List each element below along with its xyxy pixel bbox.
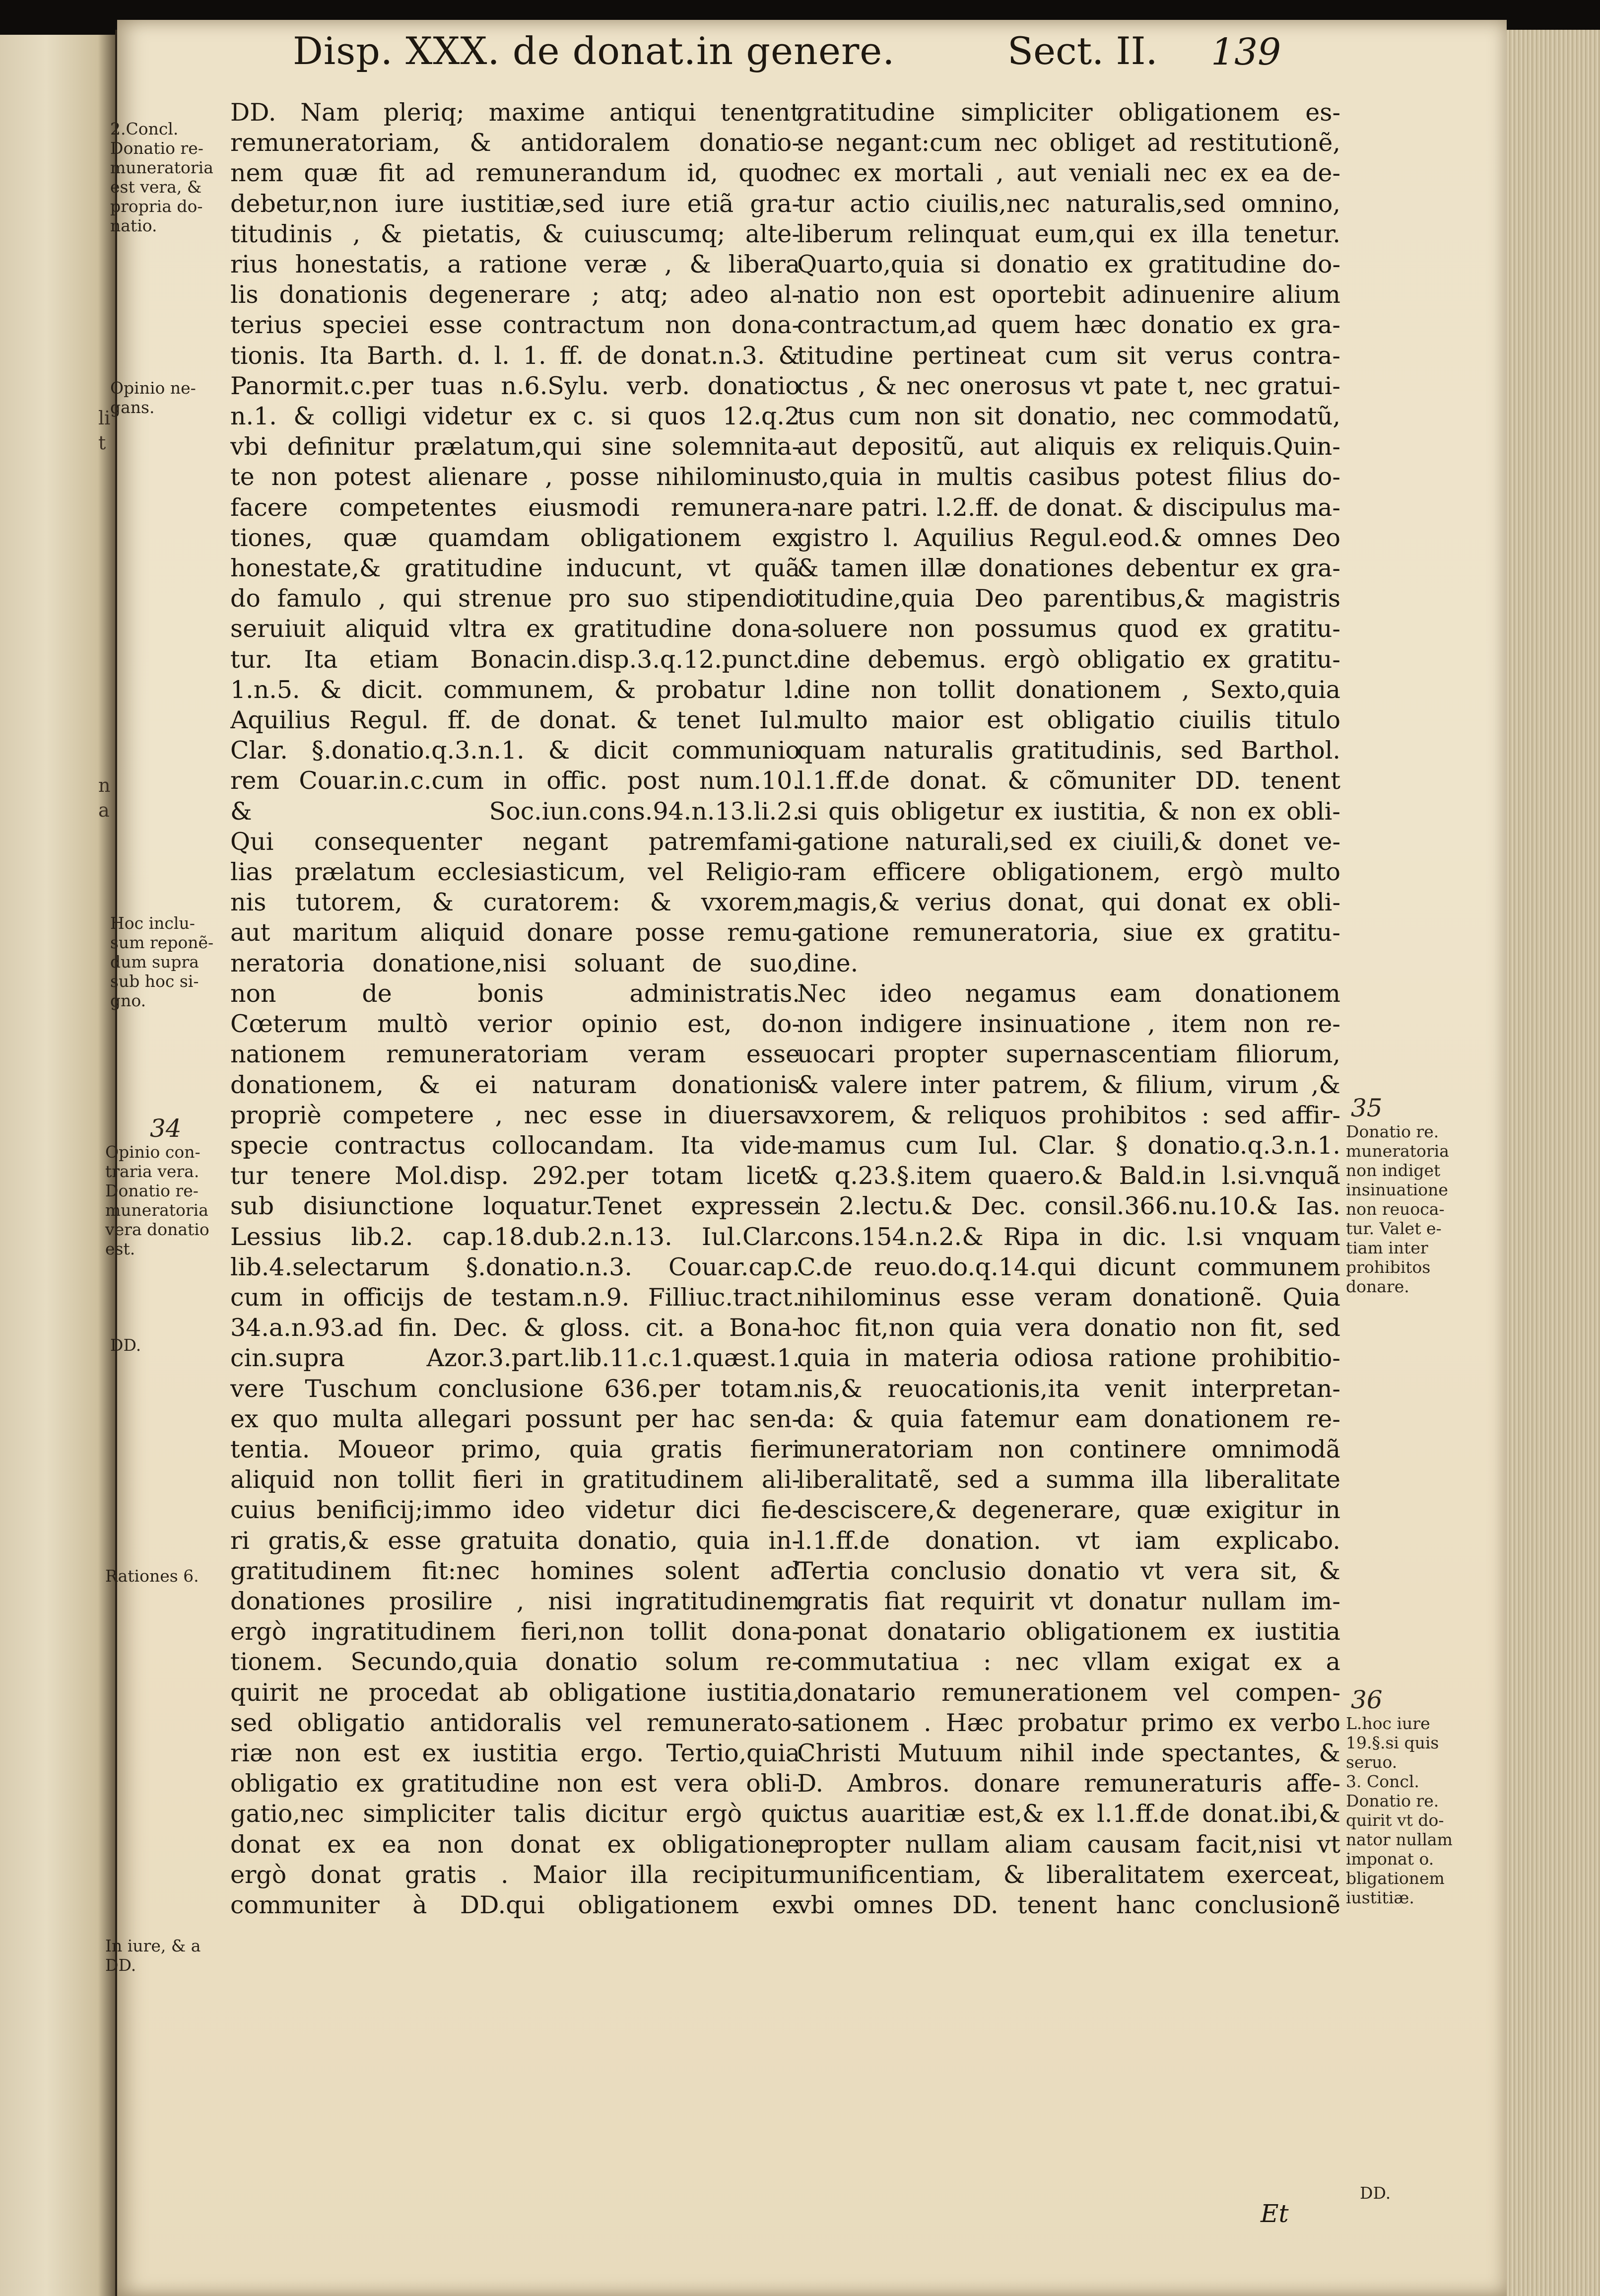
margin-line: vera donatio bbox=[105, 1220, 209, 1239]
margin-note-dd bbox=[110, 1335, 141, 1355]
text-line: gratitudinem fit:nec homines solent ad bbox=[230, 1556, 800, 1585]
text-line: tentia. Moueor primo, quia gratis fieri bbox=[230, 1435, 800, 1463]
text-line: vbi definitur prælatum,qui sine solemnita- bbox=[230, 432, 800, 461]
margin-line: bligationem bbox=[1346, 1869, 1445, 1888]
text-line: specie contractus collocandam. Ita vide- bbox=[230, 1131, 800, 1160]
margin-line: DD. bbox=[105, 1955, 136, 1975]
text-line: obligatio ex gratitudine non est vera obli- bbox=[230, 1769, 800, 1798]
text-line: Panormit.c.per tuas n.6.Sylu. verb. donatio bbox=[230, 371, 800, 400]
margin-line: Donatio re. bbox=[1346, 1122, 1439, 1141]
margin-line: traria vera. bbox=[105, 1162, 200, 1181]
text-line: riæ non est ex iustitia ergo. Tertio,quia bbox=[230, 1739, 800, 1767]
text-line: lis donationis degenerare ; atq; adeo al- bbox=[230, 280, 800, 309]
margin-line: DD. bbox=[110, 1335, 141, 1355]
text-line: ex quo multa allegari possunt per hac sen- bbox=[230, 1404, 800, 1433]
text-line: vbi omnes DD. tenent hanc conclusionẽ bbox=[797, 1890, 1340, 1919]
text-line: nec ex mortali , aut veniali nec ex ea de- bbox=[797, 159, 1340, 188]
text-line: gatione naturali,sed ex ciuili,& donet ve- bbox=[797, 827, 1340, 856]
text-line: ergò donat gratis . Maior illa recipitur bbox=[230, 1860, 800, 1889]
text-line: Qui consequenter negant patremfami- bbox=[230, 827, 800, 856]
text-line: nis tutorem, & curatorem: & vxorem, bbox=[230, 888, 800, 917]
text-line: in 2.lectu.& Dec. consil.366.nu.10.& Ias. bbox=[797, 1192, 1340, 1221]
catchword: Et bbox=[1261, 2199, 1289, 2228]
text-line: tur. Ita etiam Bonacin.disp.3.q.12.punct. bbox=[230, 645, 800, 674]
margin-line: iustitiæ. bbox=[1346, 1888, 1414, 1907]
text-line: donatario remunerationem vel compen- bbox=[797, 1678, 1340, 1707]
text-line: vere Tuschum conclusione 636.per totam. bbox=[230, 1374, 800, 1403]
text-line: Aquilius Regul. ff. de donat. & tenet Iul. bbox=[230, 706, 800, 735]
text-line: quirit ne procedat ab obligatione iustitia, bbox=[230, 1678, 800, 1707]
margin-line: muneratoria bbox=[105, 1200, 208, 1220]
text-line: nihilominus esse veram donationẽ. Quia bbox=[797, 1283, 1340, 1312]
margin-note-dd-right bbox=[1360, 2183, 1391, 2203]
text-line: tur tenere Mol.disp. 292.per totam licet bbox=[230, 1162, 800, 1190]
text-line: gistro l. Aquilius Regul.eod.& omnes Deo bbox=[797, 523, 1340, 552]
margin-note-in-iure bbox=[105, 1936, 200, 1975]
text-line: gatione remuneratoria, siue ex gratitu- bbox=[797, 918, 1340, 947]
margin-note-opinio-contraria bbox=[105, 1114, 209, 1258]
left-page-fragment: a bbox=[98, 799, 110, 821]
text-line: & q.23.§.item quaero.& Bald.in l.si.vnquã bbox=[797, 1162, 1340, 1190]
text-line: multo maior est obligatio ciuilis titulo bbox=[797, 706, 1340, 735]
text-line: tus cum non sit donatio, nec commodatũ, bbox=[797, 402, 1340, 431]
margin-line: 3. Concl. bbox=[1346, 1772, 1419, 1791]
text-line: Tertia conclusio donatio vt vera sit, & bbox=[797, 1556, 1340, 1585]
text-line: sed obligatio antidoralis vel remunerato- bbox=[230, 1708, 800, 1737]
text-line: gratitudine simpliciter obligationem es- bbox=[797, 98, 1340, 127]
text-line: vxorem, & reliquos prohibitos : sed affir- bbox=[797, 1101, 1340, 1129]
text-line: se negant:cum nec obliget ad restitutionẽ, bbox=[797, 129, 1340, 157]
text-line: ctus auaritiæ est,& ex l.1.ff.de donat.ibi,& bbox=[797, 1800, 1340, 1828]
text-line: dine. bbox=[797, 949, 859, 977]
margin-line: seruo. bbox=[1346, 1752, 1398, 1772]
text-line: & valere inter patrem, & filium, virum ,& bbox=[797, 1070, 1340, 1099]
margin-note-number: 36 bbox=[1351, 1685, 1383, 1714]
text-line: uocari propter supernascentiam filiorum, bbox=[797, 1040, 1340, 1069]
margin-line: Donatio re- bbox=[105, 1181, 199, 1200]
text-line: ram efficere obligationem, ergò multo bbox=[797, 858, 1340, 887]
text-line: soluere non possumus quod ex gratitu- bbox=[797, 615, 1340, 643]
margin-line: Hoc inclu- bbox=[110, 913, 195, 933]
text-line: aliquid non tollit fieri in gratitudinem ali- bbox=[230, 1465, 800, 1494]
text-line: cum in officijs de testam.n.9. Filliuc.tract. bbox=[230, 1283, 800, 1312]
margin-line: tur. Valet e- bbox=[1346, 1219, 1442, 1238]
margin-line: non indiget bbox=[1346, 1161, 1441, 1180]
text-line: & tamen illæ donationes debentur ex gra- bbox=[797, 554, 1340, 583]
margin-line: In iure, & a bbox=[105, 1936, 201, 1955]
text-line: commutatiua : nec vllam exigat ex a bbox=[797, 1648, 1340, 1676]
margin-line: sum reponẽ- bbox=[110, 933, 214, 952]
margin-line: 2.Concl. bbox=[110, 119, 179, 139]
text-line: gratis fiat requirit vt donatur nullam im- bbox=[797, 1587, 1340, 1615]
margin-line: Opinio ne- bbox=[110, 378, 196, 398]
right-text-column bbox=[797, 97, 1340, 1920]
text-line: Nec ideo negamus eam donationem bbox=[797, 979, 1340, 1008]
running-header bbox=[174, 29, 1444, 93]
text-line: debetur,non iure iustitiæ,sed iure etiã gra- bbox=[230, 189, 800, 218]
text-line: quam naturalis gratitudinis, sed Barthol. bbox=[797, 736, 1340, 765]
text-line: ctus , & nec onerosus vt pate t, nec gratui- bbox=[797, 371, 1340, 400]
text-line: Cœterum multò verior opinio est, do- bbox=[230, 1010, 800, 1039]
text-line: 34.a.n.93.ad fin. Dec. & gloss. cit. a Bona- bbox=[230, 1314, 800, 1342]
text-line: muneratoriam non continere omnimodã bbox=[797, 1435, 1340, 1463]
margin-line: est vera, & bbox=[110, 177, 202, 197]
margin-line: L.hoc iure bbox=[1346, 1714, 1430, 1733]
margin-line: Donatio re- bbox=[110, 139, 203, 158]
left-page-fragment: li bbox=[98, 407, 111, 429]
left-page-fragment: t bbox=[98, 432, 106, 454]
text-line: remuneratoriam, & antidoralem donatio- bbox=[230, 129, 800, 157]
margin-line: Donatio re. bbox=[1346, 1791, 1439, 1810]
text-line: magis,& verius donat, qui donat ex obli- bbox=[797, 888, 1340, 917]
margin-line: propria do- bbox=[110, 197, 203, 216]
margin-line: gans. bbox=[110, 398, 155, 417]
text-line: nem quæ fit ad remunerandum id, quod bbox=[230, 159, 800, 188]
scan-background-top bbox=[0, 0, 1600, 20]
text-line: dine debemus. ergò obligatio ex gratitu- bbox=[797, 645, 1340, 674]
text-line: tiones, quæ quamdam obligationem ex bbox=[230, 523, 800, 552]
text-line: aut depositũ, aut aliquis ex reliquis.Quin- bbox=[797, 432, 1340, 461]
text-line: sub disiunctione loquatur.Tenet expresse bbox=[230, 1192, 800, 1221]
text-line: Quarto,quia si donatio ex gratitudine do- bbox=[797, 250, 1340, 279]
margin-line: quirit vt do- bbox=[1346, 1810, 1444, 1830]
text-line: rem Couar.in.c.cum in offic. post num.10. bbox=[230, 766, 800, 795]
margin-line: 19.§.si quis bbox=[1346, 1733, 1439, 1752]
text-line: te non potest alienare , posse nihilominus bbox=[230, 463, 800, 491]
text-line: non indigere insinuatione , item non re- bbox=[797, 1010, 1340, 1039]
margin-line: prohibitos bbox=[1346, 1257, 1431, 1277]
text-line: donationem, & ei naturam donationis bbox=[230, 1070, 800, 1099]
text-line: gatio,nec simpliciter talis dicitur ergò qui bbox=[230, 1800, 800, 1828]
text-line: propriè competere , nec esse in diuersa bbox=[230, 1101, 800, 1129]
margin-line: imponat o. bbox=[1346, 1849, 1434, 1869]
text-line: mamus cum Iul. Clar. § donatio.q.3.n.1. bbox=[797, 1131, 1340, 1160]
text-line: Clar. §.donatio.q.3.n.1. & dicit communio bbox=[230, 736, 800, 765]
text-line: tionem. Secundo,quia donatio solum re- bbox=[230, 1648, 800, 1676]
text-line: rius honestatis, a ratione veræ , & libera bbox=[230, 250, 800, 279]
text-line: communiter à DD.qui obligationem ex bbox=[230, 1890, 800, 1919]
left-page-fragment: n bbox=[98, 774, 111, 796]
text-line: desciscere,& degenerare, quæ exigitur in bbox=[797, 1496, 1340, 1525]
text-line: hoc fit,non quia vera donatio non fit, sed bbox=[797, 1314, 1340, 1342]
text-line: l.1.ff.de donation. vt iam explicabo. bbox=[797, 1526, 1340, 1555]
margin-note-concl-2 bbox=[110, 119, 213, 235]
text-line: donationes prosilire , nisi ingratitudinem bbox=[230, 1587, 800, 1615]
text-line: propter nullam aliam causam facit,nisi vt bbox=[797, 1830, 1340, 1859]
margin-line: non reuoca- bbox=[1346, 1199, 1445, 1219]
text-line: natio non est oportebit adinuenire alium bbox=[797, 280, 1340, 309]
text-line: neratoria donatione,nisi soluant de suo, bbox=[230, 949, 800, 977]
text-line: tur actio ciuilis,nec naturalis,sed omnino, bbox=[797, 189, 1340, 218]
text-line: liberum relinquat eum,qui ex illa tenetur. bbox=[797, 219, 1340, 248]
margin-line: insinuatione bbox=[1346, 1180, 1448, 1199]
text-line: D. Ambros. donare remuneraturis affe- bbox=[797, 1769, 1340, 1798]
text-line: cin.supra Azor.3.part.lib.11.c.1.quæst.1. bbox=[230, 1344, 800, 1373]
text-line: cons.154.n.2.& Ripa in dic. l.si vnquam bbox=[797, 1222, 1340, 1251]
text-line: non de bonis administratis. bbox=[230, 979, 800, 1008]
text-line: nationem remuneratoriam veram esse bbox=[230, 1040, 800, 1069]
text-line: tionis. Ita Barth. d. l. 1. ff. de donat.n.3. & bbox=[230, 341, 800, 370]
margin-line: donare. bbox=[1346, 1277, 1409, 1296]
text-line: titudinis , & pietatis, & cuiuscumq; alte- bbox=[230, 219, 800, 248]
text-line: DD. Nam pleriq; maxime antiqui tenent bbox=[230, 98, 800, 127]
text-line: to,quia in multis casibus potest filius do- bbox=[797, 463, 1340, 491]
text-line: nis,& reuocationis,ita venit interpretan- bbox=[797, 1374, 1340, 1403]
text-line: seruiuit aliquid vltra ex gratitudine dona- bbox=[230, 615, 800, 643]
text-line: do famulo , qui strenue pro suo stipendio bbox=[230, 584, 800, 613]
margin-line: gno. bbox=[110, 991, 146, 1010]
margin-line: DD. bbox=[1360, 2183, 1391, 2203]
margin-note-rationes bbox=[105, 1566, 199, 1586]
text-line: si quis obligetur ex iustitia, & non ex obli- bbox=[797, 797, 1340, 826]
text-line: liberalitatẽ, sed a summa illa liberalitate bbox=[797, 1465, 1340, 1494]
margin-line: tiam inter bbox=[1346, 1238, 1428, 1257]
margin-note-number: 34 bbox=[150, 1114, 182, 1143]
text-line: aut maritum aliquid donare posse remu- bbox=[230, 918, 800, 947]
text-line: l.1.ff.de donat. & cõmuniter DD. tenent bbox=[797, 766, 1340, 795]
margin-line: muneratoria bbox=[110, 158, 213, 177]
header-title: Disp. XXX. de donat.in genere. bbox=[293, 29, 895, 73]
page-number: 139 bbox=[1211, 31, 1281, 73]
margin-line: Rationes 6. bbox=[105, 1566, 199, 1586]
text-line: lib.4.selectarum §.donatio.n.3. Couar.cap. bbox=[230, 1252, 800, 1281]
text-line: munificentiam, & liberalitatem exerceat, bbox=[797, 1860, 1340, 1889]
text-line: honestate,& gratitudine inducunt, vt quã bbox=[230, 554, 800, 583]
margin-line: muneratoria bbox=[1346, 1141, 1449, 1161]
text-line: Christi Mutuum nihil inde spectantes, & bbox=[797, 1739, 1340, 1767]
text-line: 1.n.5. & dicit. communem, & probatur l. bbox=[230, 675, 800, 704]
text-line: titudine pertineat cum sit verus contra- bbox=[797, 341, 1340, 370]
page-stack-edge bbox=[1507, 30, 1600, 2296]
text-line: sationem . Hæc probatur primo ex verbo bbox=[797, 1708, 1340, 1737]
header-section: Sect. II. bbox=[1007, 29, 1158, 73]
text-line: n.1. & colligi videtur ex c. si quos 12.q.2 bbox=[230, 402, 800, 431]
text-line: lias prælatum ecclesiasticum, vel Religio- bbox=[230, 858, 800, 887]
text-line: ponat donatario obligationem ex iustitia bbox=[797, 1617, 1340, 1646]
margin-note-opinio-negans bbox=[110, 378, 196, 417]
text-line: da: & quia fatemur eam donationem re- bbox=[797, 1404, 1340, 1433]
text-line: C.de reuo.do.q.14.qui dicunt communem bbox=[797, 1252, 1340, 1281]
margin-line: nator nullam bbox=[1346, 1830, 1453, 1849]
text-line: titudine,quia Deo parentibus,& magistris bbox=[797, 584, 1340, 613]
margin-line: sub hoc si- bbox=[110, 972, 199, 991]
text-line: donat ex ea non donat ex obligatione bbox=[230, 1830, 800, 1859]
text-line: terius speciei esse contractum non dona- bbox=[230, 311, 800, 340]
text-line: nare patri. l.2.ff. de donat. & discipulus ma- bbox=[797, 493, 1340, 522]
text-line: & Soc.iun.cons.94.n.13.li.2. bbox=[230, 797, 800, 826]
margin-note-35 bbox=[1346, 1094, 1449, 1296]
text-line: Lessius lib.2. cap.18.dub.2.n.13. Iul.Clar. bbox=[230, 1222, 800, 1251]
margin-line: natio. bbox=[110, 216, 157, 235]
text-line: dine non tollit donationem , Sexto,quia bbox=[797, 675, 1340, 704]
text-line: ri gratis,& esse gratuita donatio, quia in- bbox=[230, 1526, 800, 1555]
margin-note-number: 35 bbox=[1351, 1094, 1383, 1122]
margin-line: Opinio con- bbox=[105, 1142, 200, 1162]
margin-line: dum supra bbox=[110, 952, 199, 972]
left-text-column bbox=[230, 97, 800, 1920]
margin-line: est. bbox=[105, 1239, 135, 1258]
text-line: contractum,ad quem hæc donatio ex gra- bbox=[797, 311, 1340, 340]
text-line: quia in materia odiosa ratione prohibitio- bbox=[797, 1344, 1340, 1373]
text-line: cuius benificij;immo ideo videtur dici fie- bbox=[230, 1496, 800, 1525]
text-line: ergò ingratitudinem fieri,non tollit dona- bbox=[230, 1617, 800, 1646]
margin-note-hoc-inclusum bbox=[110, 913, 213, 1010]
left-page-edge bbox=[0, 35, 115, 2296]
margin-note-36 bbox=[1346, 1686, 1453, 1907]
text-line: facere competentes eiusmodi remunera- bbox=[230, 493, 800, 522]
